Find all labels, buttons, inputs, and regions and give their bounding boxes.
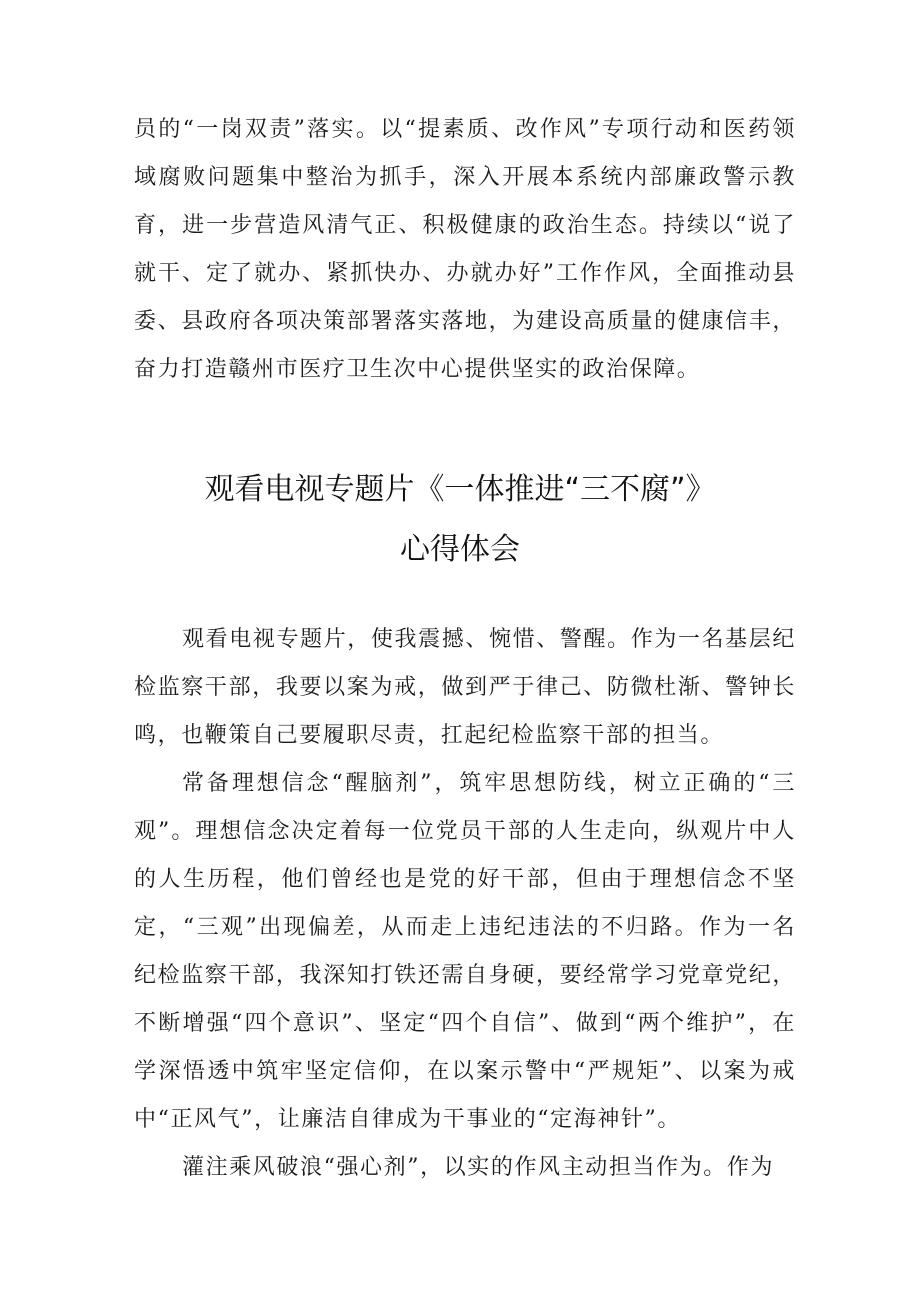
paragraph-3: 灌注乘风破浪“强心剂”，以实的作风主动担当作为。作为 [182,1155,775,1180]
continued-paragraph: 员的“一岗双责”落实。以“提素质、改作风”专项行动和医药领域腐败问题集中整治为抓手，深入开展本系统内部廉政警示教育，进一步营造风清气正、积极健康的政治生态。持续以“说了就干、定了就办、紧抓快办、办就办好”工作作风，全面推动县委、县政府各项决策部署落实落地，为建设高质量的健康信丰，奋力打造赣州市医疗卫生次中心提供坚实的政治保障。 [134,117,796,382]
document-title [0,460,920,580]
paragraph-1: 观看电视专题片，使我震撼、惋惜、警醒。作为一名基层纪检监察干部，我要以案为戒，做到严于律己、防微杜渐、警钟长鸣，也鞭策自己要履职尽责，扛起纪检监察干部的担当。 [134,627,796,748]
title-line-2: 心得体会 [400,532,520,567]
paragraph-2: 常备理想信念“醒脑剂”，筑牢思想防线，树立正确的“三观”。理想信念决定着每一位党员干部的人生走向，纵观片中人的人生历程，他们曾经也是党的好干部，但由于理想信念不坚定，“三观”出现偏差，从而走上违纪违法的不归路。作为一名纪检监察干部，我深知打铁还需自身硬，要经常学习党章党纪，不断增强“四个意识”、坚定“四个自信”、做到“两个维护”，在学深悟透中筑牢坚定信仰，在以案示警中“严规矩”、以案为戒中“正风气”，让廉洁自律成为干事业的“定海神针”。 [134,771,796,1132]
title-line-1: 观看电视专题片《一体推进“三不腐”》 [204,472,716,507]
